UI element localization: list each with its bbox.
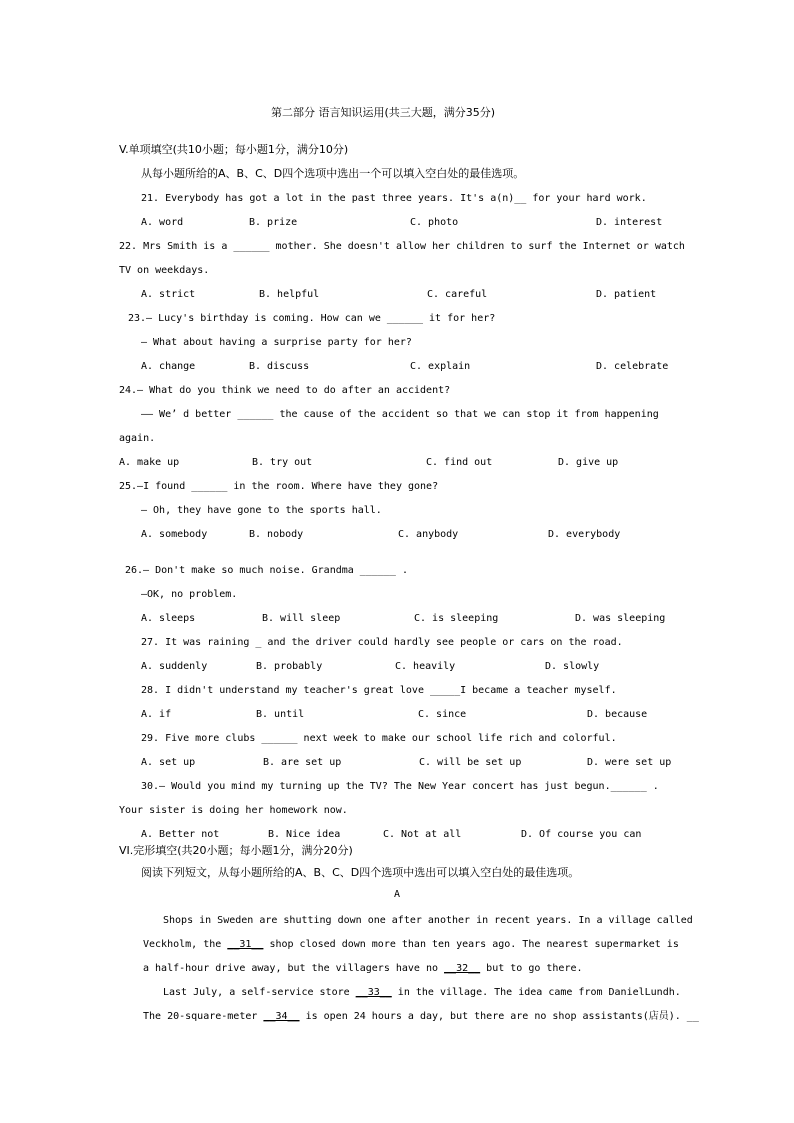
q27-option-c: C. heavily xyxy=(395,661,456,672)
q24-option-d: D. give up xyxy=(558,457,619,468)
q26-option-c: C. is sleeping xyxy=(414,613,499,624)
q25-stem-cont: — Oh, they have gone to the sports hall. xyxy=(141,505,382,516)
q29-stem: 29. Five more clubs ______ next week to make our school life rich and colorful. xyxy=(141,733,617,744)
part6-heading: VI.完形填空(共20小题；每小题1分，满分20分) xyxy=(119,844,353,857)
q24-option-a: A. make up xyxy=(119,457,180,468)
q28-option-a: A. if xyxy=(141,709,172,720)
q30-stem-cont: Your sister is doing her homework now. xyxy=(119,805,348,816)
passage-label: A xyxy=(394,889,401,900)
part6-instruction: 阅读下列短文，从每小题所给的A、B、C、D四个选项中选出可以填入空白处的最佳选项。 xyxy=(141,866,580,879)
blank-31: __31__ xyxy=(227,939,264,950)
q24-stem-cont2: again. xyxy=(119,433,156,444)
passage-text: Last July, a self-service store xyxy=(163,987,356,998)
q30-stem: 30.— Would you mind my turning up the TV? The New Year concert has just begun.______ . xyxy=(141,781,659,792)
passage-p1-line1: Shops in Sweden are shutting down one after another in recent years. In a village called xyxy=(163,915,693,926)
q24-stem: 24.— What do you think we need to do after an accident? xyxy=(119,385,451,396)
passage-text: in the village. The idea came from DanielLundh. xyxy=(391,987,681,998)
q23-option-b: B. discuss xyxy=(249,361,310,372)
q21-option-d: D. interest xyxy=(596,217,663,228)
passage-p2-line2 xyxy=(143,1010,699,1024)
blank-34: __34__ xyxy=(263,1011,300,1022)
q26-stem: 26.— Don't make so much noise. Grandma ______ . xyxy=(125,565,408,576)
q23-stem: 23.— Lucy's birthday is coming. How can we ______ it for her? xyxy=(128,313,496,324)
q23-option-a: A. change xyxy=(141,361,196,372)
q21-option-a: A. word xyxy=(141,217,184,228)
q30-option-a: A. Better not xyxy=(141,829,220,840)
q29-option-c: C. will be set up xyxy=(419,757,522,768)
q30-option-b: B. Nice idea xyxy=(268,829,341,840)
q24-stem-cont: —— We’ d better ______ the cause of the accident so that we can stop it from happening xyxy=(141,409,659,420)
q21-option-c: C. photo xyxy=(410,217,459,228)
q22-option-a: A. strict xyxy=(141,289,196,300)
q30-option-c: C. Not at all xyxy=(383,829,462,840)
q28-option-b: B. until xyxy=(256,709,305,720)
q26-option-a: A. sleeps xyxy=(141,613,196,624)
q25-option-d: D. everybody xyxy=(548,529,621,540)
passage-text: The 20-square-meter xyxy=(143,1011,264,1022)
q22-stem: 22. Mrs Smith is a ______ mother. She doesn't allow her children to surf the Internet or watch xyxy=(119,241,685,252)
passage-text: is open 24 hours a day, but there are no shop assistants(店员). __ xyxy=(299,1011,699,1022)
q22-stem-cont: TV on weekdays. xyxy=(119,265,210,276)
q27-option-a: A. suddenly xyxy=(141,661,208,672)
q29-option-b: B. are set up xyxy=(263,757,342,768)
q22-option-b: B. helpful xyxy=(259,289,320,300)
blank-33: __33__ xyxy=(355,987,392,998)
q21-stem: 21. Everybody has got a lot in the past three years. It's a(n)__ for your hard work. xyxy=(141,193,647,204)
q23-option-d: D. celebrate xyxy=(596,361,669,372)
q30-option-d: D. Of course you can xyxy=(521,829,642,840)
part5-instruction: 从每小题所给的A、B、C、D四个选项中选出一个可以填入空白处的最佳选项。 xyxy=(141,167,525,180)
q26-option-d: D. was sleeping xyxy=(575,613,666,624)
q28-option-c: C. since xyxy=(418,709,467,720)
section-title: 第二部分 语言知识运用(共三大题，满分35分) xyxy=(271,106,496,119)
part5-heading: V.单项填空(共10小题；每小题1分，满分10分) xyxy=(119,143,349,156)
q26-stem-cont: —OK, no problem. xyxy=(141,589,238,600)
q25-option-c: C. anybody xyxy=(398,529,459,540)
passage-text: shop closed down more than ten years ago. The nearest supermarket is xyxy=(263,939,679,950)
q23-stem-cont: — What about having a surprise party for her? xyxy=(141,337,412,348)
blank-32: __32__ xyxy=(444,963,481,974)
q24-option-c: C. find out xyxy=(426,457,493,468)
passage-text: Veckholm, the xyxy=(143,939,228,950)
q28-stem: 28. I didn't understand my teacher's great love _____I became a teacher myself. xyxy=(141,685,617,696)
passage-text: a half-hour drive away, but the villagers have no xyxy=(143,963,445,974)
q25-option-a: A. somebody xyxy=(141,529,208,540)
q28-option-d: D. because xyxy=(587,709,648,720)
q29-option-d: D. were set up xyxy=(587,757,672,768)
q26-option-b: B. will sleep xyxy=(262,613,341,624)
passage-p1-line2 xyxy=(143,938,679,952)
q24-option-b: B. try out xyxy=(252,457,313,468)
q21-option-b: B. prize xyxy=(249,217,298,228)
passage-text: but to go there. xyxy=(480,963,583,974)
passage-p2-line1 xyxy=(163,986,681,1000)
q27-stem: 27. It was raining _ and the driver could hardly see people or cars on the road. xyxy=(141,637,623,648)
q25-option-b: B. nobody xyxy=(249,529,304,540)
q29-option-a: A. set up xyxy=(141,757,196,768)
q22-option-c: C. careful xyxy=(427,289,488,300)
q27-option-b: B. probably xyxy=(256,661,323,672)
q23-option-c: C. explain xyxy=(410,361,471,372)
q22-option-d: D. patient xyxy=(596,289,657,300)
passage-p1-line3 xyxy=(143,962,583,976)
q25-stem: 25.—I found ______ in the room. Where have they gone? xyxy=(119,481,439,492)
q27-option-d: D. slowly xyxy=(545,661,600,672)
